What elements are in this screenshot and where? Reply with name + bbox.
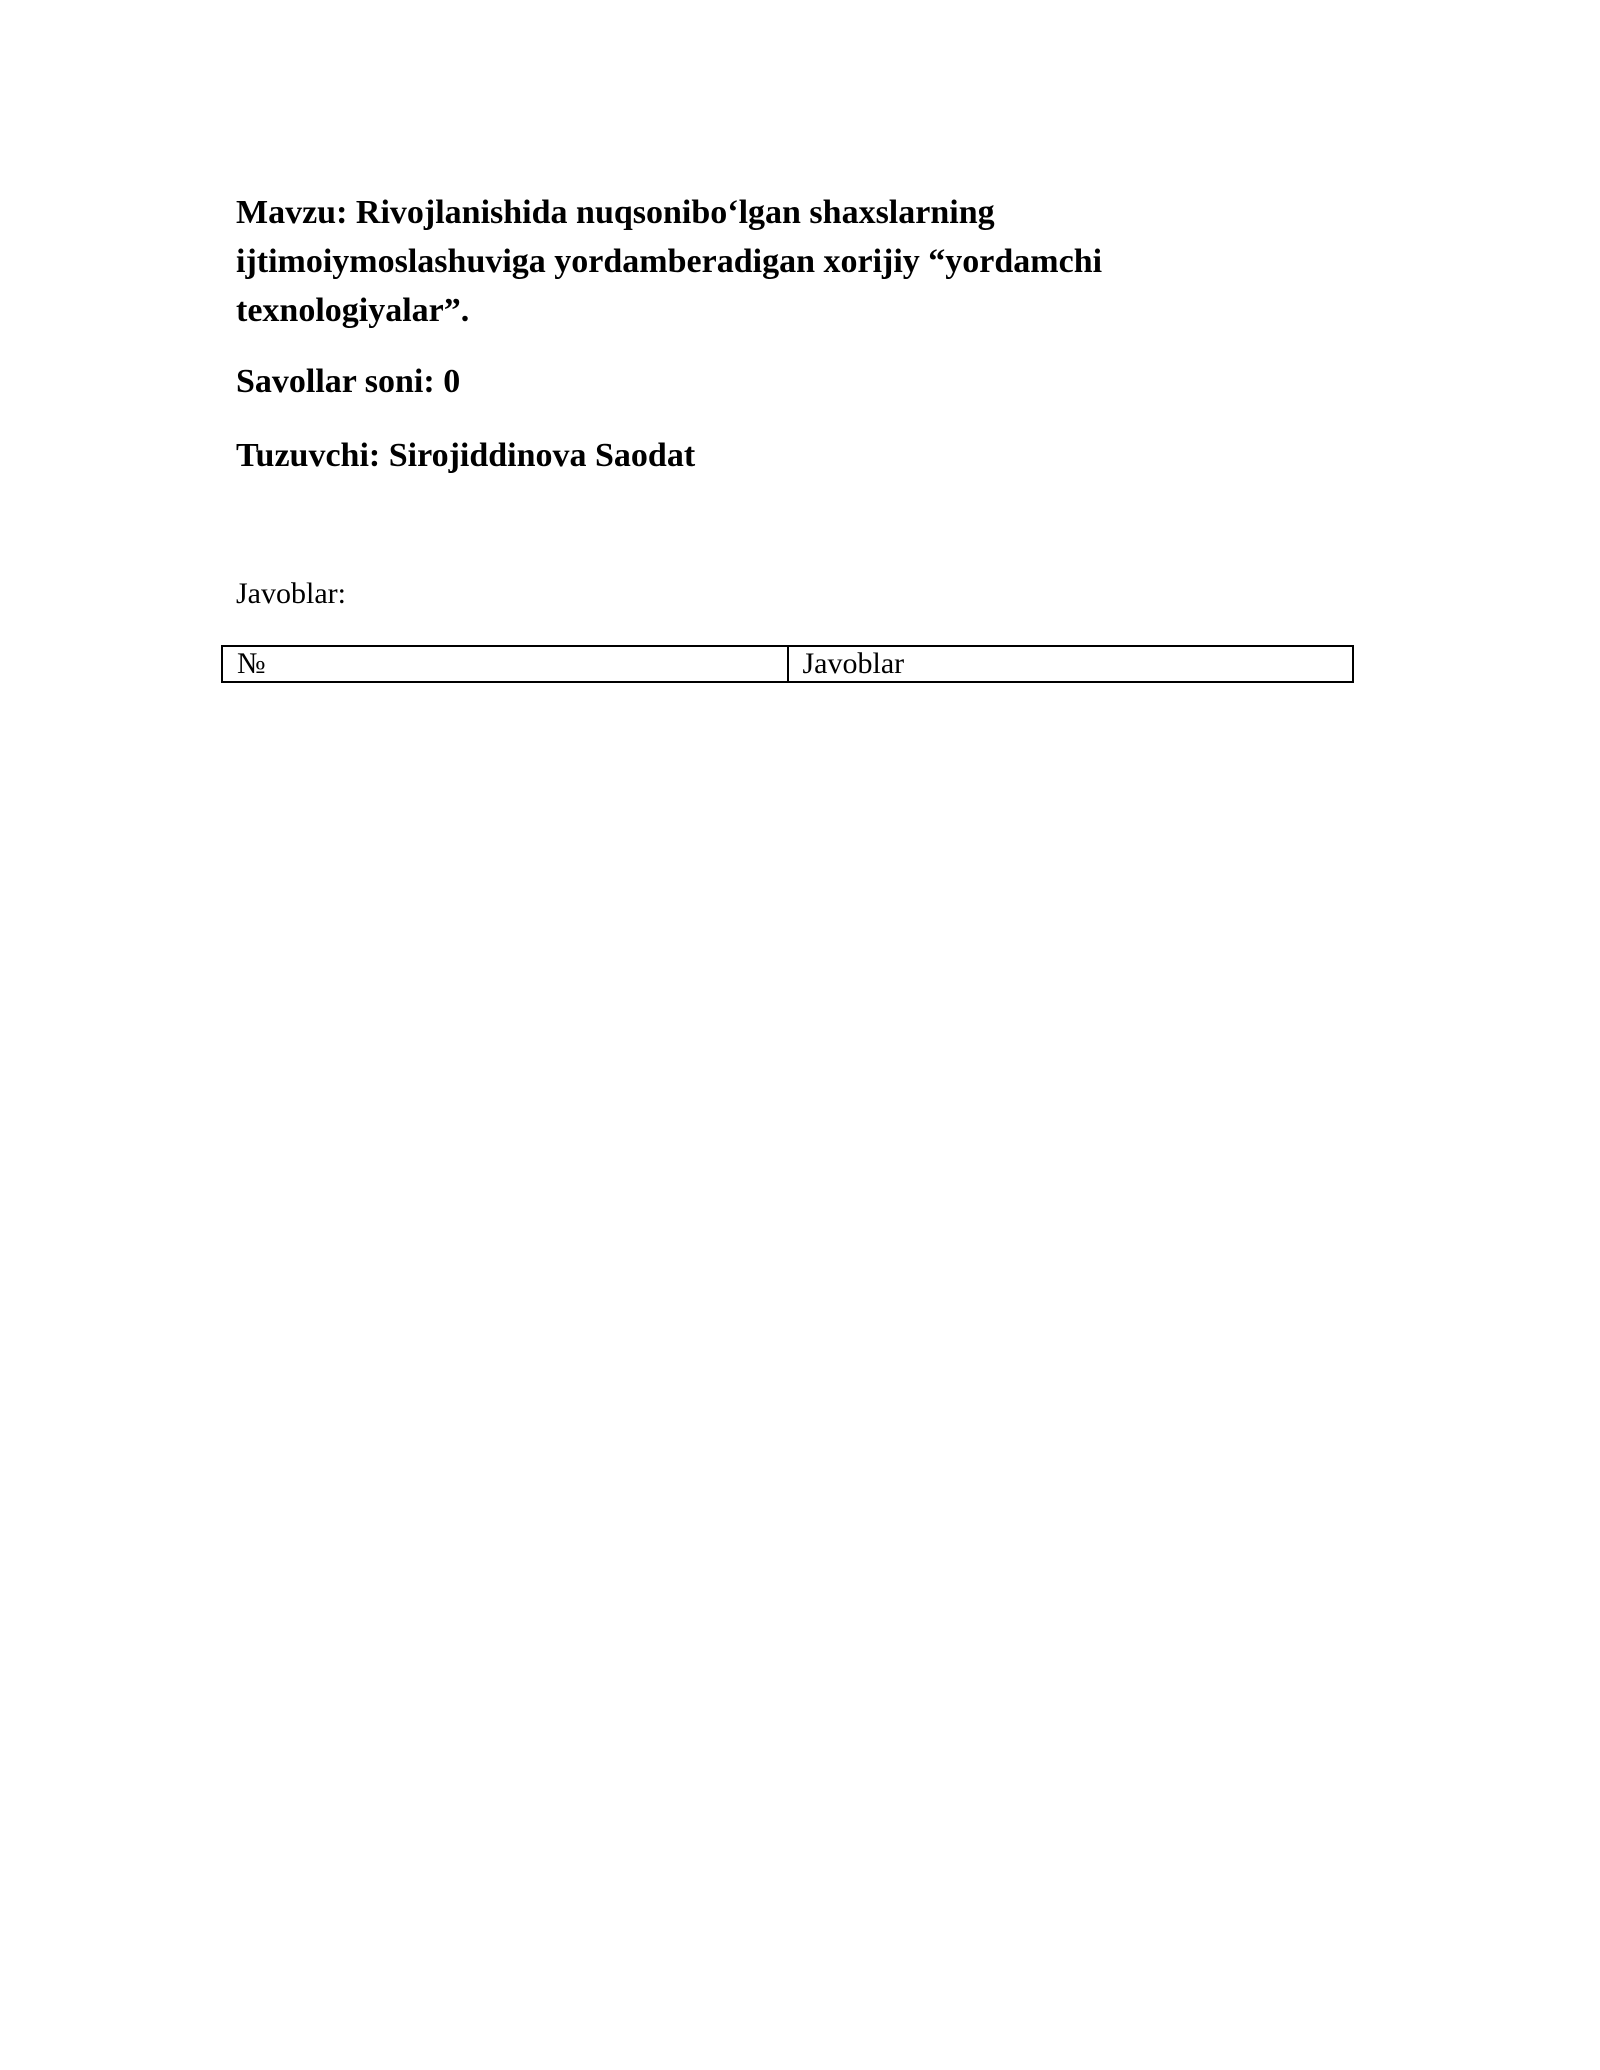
questions-count: Savollar soni: 0	[236, 363, 461, 400]
answers-table	[221, 645, 1354, 683]
title-line: ijtimoiymoslashuviga yordamberadigan xorijiy “yordamchi	[236, 243, 1103, 280]
title-line: texnologiyalar”.	[236, 292, 470, 329]
author-line: Tuzuvchi: Sirojiddinova Saodat	[236, 437, 696, 474]
table-header-answers: Javoblar	[788, 646, 1354, 682]
title-line: Mavzu: Rivojlanishida nuqsonibo‘lgan shaxslarning	[236, 194, 995, 231]
document-title	[236, 188, 1236, 335]
answers-label: Javoblar:	[236, 577, 346, 610]
table-header-number: №	[222, 646, 788, 682]
table-header-row	[222, 646, 1353, 682]
